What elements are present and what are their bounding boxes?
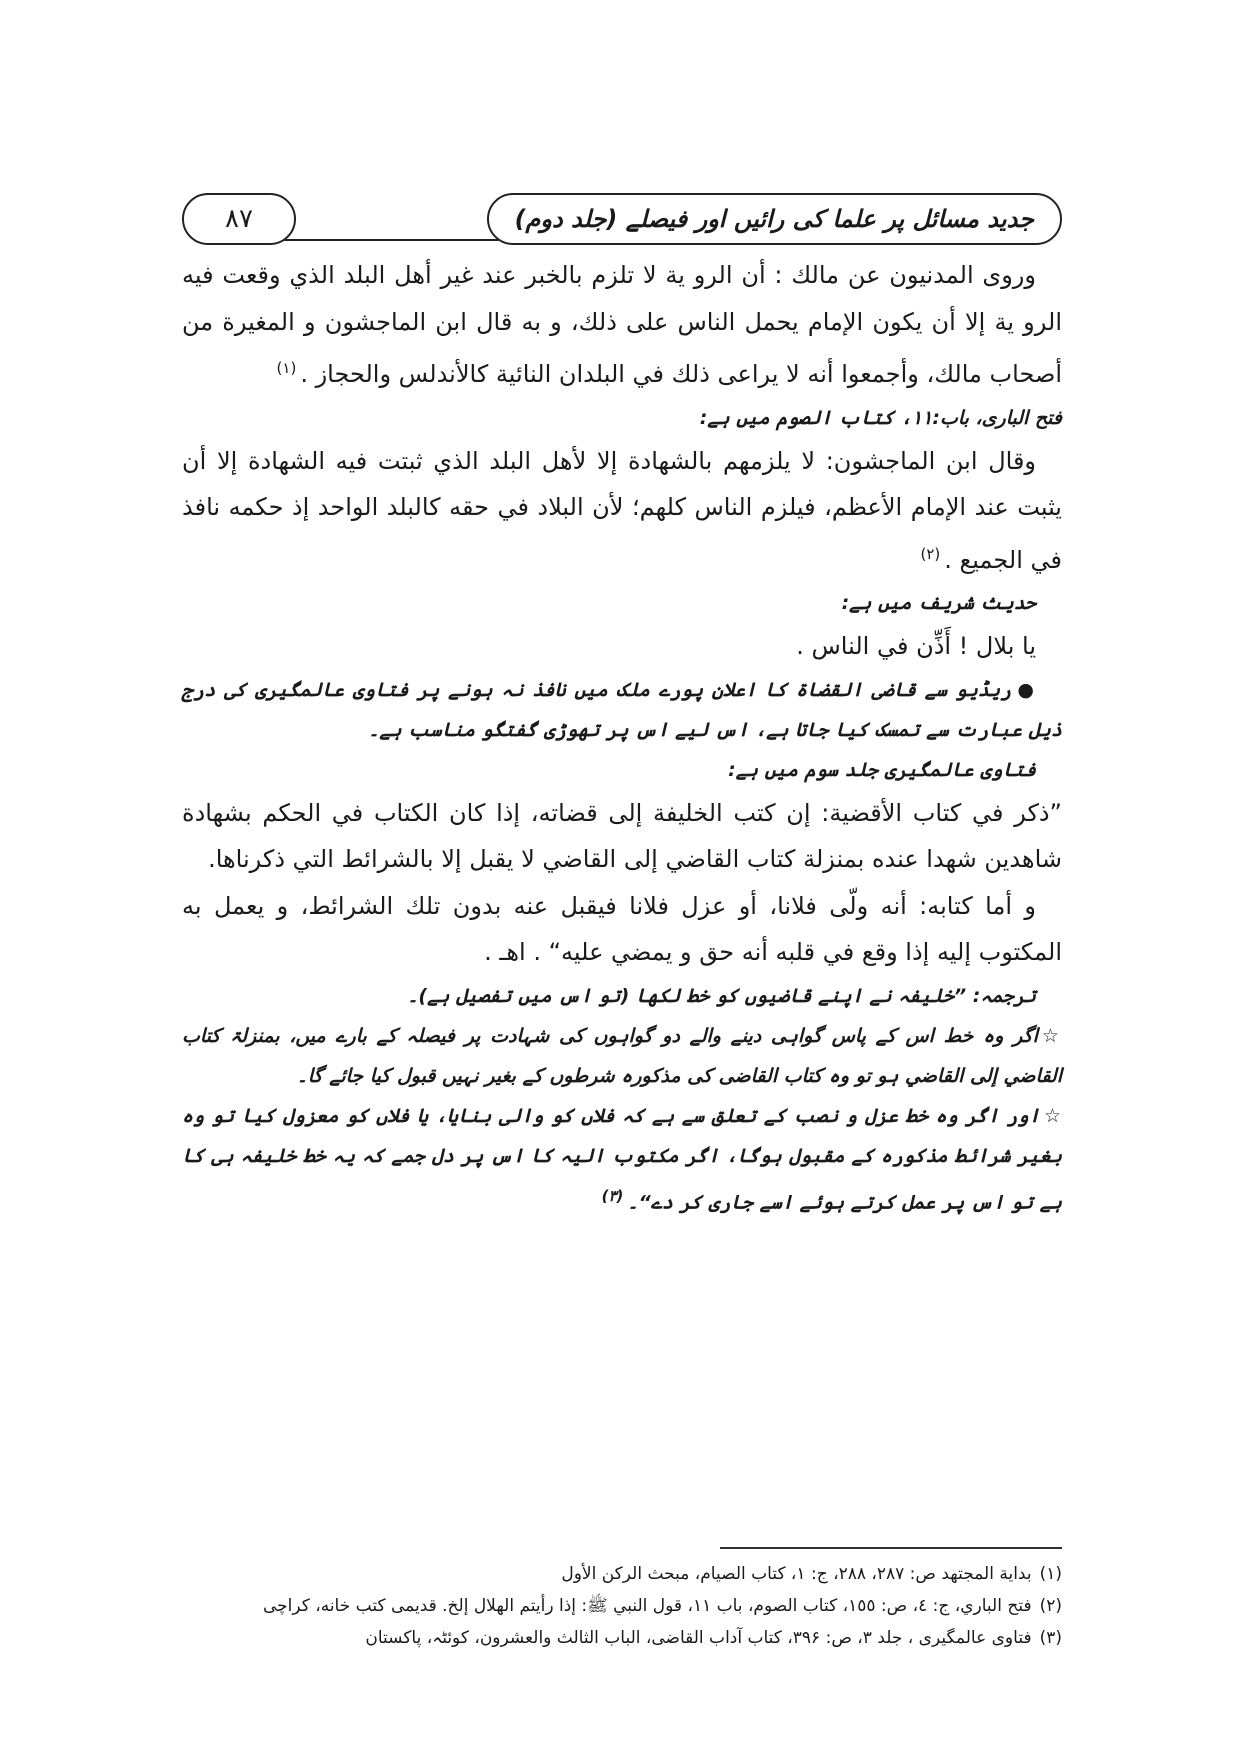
hadith-text: يا بلال ! أَذِّن في الناس .	[796, 632, 1036, 660]
footnote-divider	[720, 1547, 1062, 1549]
book-title: جدید مسائل پر علما کی رائیں اور فیصلے (جلد دوم)	[487, 193, 1062, 245]
section-heading: حدیث شریف میں ہے:	[841, 592, 1036, 614]
arabic-paragraph	[182, 438, 1062, 584]
urdu-paragraph	[182, 1016, 1062, 1096]
footnote-ref: (۳)	[601, 1186, 624, 1205]
footnote-ref: (۲)	[920, 544, 941, 563]
footnote-number: (۱)	[1039, 1564, 1062, 1584]
footnote-number: (۳)	[1039, 1628, 1062, 1648]
footnote	[182, 1558, 1062, 1590]
footnote-text: فتاوی عالمگیری ، جلد ۳، ص: ۳۹۶، کتاب آداب القاضی، الباب الثالث والعشرون، کوئٹہ، پاکستان	[365, 1628, 1032, 1648]
section-heading: فتاوی عالمگیری جلد سوم میں ہے:	[728, 758, 1036, 781]
urdu-paragraph	[182, 1096, 1062, 1222]
arabic-paragraph	[182, 252, 1062, 398]
paragraph-text: ریڈیو سے قاضی القضاۃ کا اعلان پورے ملک میں نافذ نہ ہونے پر فتاوی عالمگیری کی درج ذیل عبارت سے تمسک کیا جاتا ہے، اس لیے اس پر تھوڑی گفتگو مناسب ہے۔	[182, 678, 1062, 741]
paragraph-text: وقال ابن الماجشون: لا يلزمهم بالشهادة إلا لأهل البلد الذي ثبتت فيه الشهادة إلا أن يثبت عند الإمام الأعظم، فيلزم الناس كلهم؛ لأن البلاد في حقه كالبلد الواحد إذ حكمه نافذ في الجميع .	[182, 446, 1062, 574]
bullet-icon: ●	[1017, 678, 1036, 701]
footnote-number: (۲)	[1039, 1596, 1062, 1616]
urdu-paragraph	[182, 670, 1062, 750]
paragraph-text: وروى المدنيون عن مالك : أن الرو ية لا تلزم بالخبر عند غير أهل البلد الذي وقعت فيه الرو ية إلا أن يكون الإمام يحمل الناس على ذلك، و به قال ابن الماجشون و المغيرة من أصحاب مالك، وأجمعوا أنه لا يراعى ذلك في البلدان النائية كالأندلس والحجاز .	[182, 261, 1062, 388]
translation-heading: ترجمہ: ”خلیفہ نے اپنے قاضیوں کو خط لکھا (تو اس میں تفصیل ہے)۔	[407, 984, 1036, 1007]
arabic-paragraph: و أما كتابه: أنه ولّى فلانا، أو عزل فلانا فيقبل عنه بدون تلك الشرائط، و يعمل به المكتوب إليه إذا وقع في قلبه أنه حق و يمضي عليه“ . اهـ .	[182, 891, 1062, 966]
star-icon: ☆	[1041, 1024, 1062, 1047]
footnote	[182, 1590, 1062, 1622]
footnote-ref: (۱)	[276, 359, 297, 377]
star-icon: ☆	[1043, 1104, 1062, 1127]
section-heading: فتح الباری، باب:۱۱، کتاب الصوم میں ہے:	[699, 406, 1062, 429]
footnote-text: فتح الباري، ج: ٤، ص: ١٥٥، كتاب الصوم، باب ١١، قول النبي ﷺ: إذا رأيتم الهلال إلخ. قديمى كتب خانه، كراچى	[262, 1596, 1032, 1616]
paragraph-text: اگر وہ خط اس کے پاس گواہی دینے والے دو گواہوں کی شہادت پر فیصلہ کے بارے میں، بمنزلۃ کتاب القاضي إلى القاضي ہو تو وہ کتاب القاضی کی مذکورہ شرطوں کے بغیر نہیں قبول کیا جائے گا۔	[182, 1024, 1062, 1087]
paragraph-text: اور اگر وہ خط عزل و نصب کے تعلق سے ہے کہ فلاں کو والی بنایا، یا فلاں کو معزول کیا تو وہ بغیر شرائط مذکورہ کے مقبول ہوگا، اگر مکتوب الیہ کا اس پر دل جمے کہ یہ خط خلیفہ ہی کا ہے تو اس پر عمل کرتے ہوئے اسے جاری کر دے“۔	[182, 1104, 1062, 1213]
footnotes	[182, 1558, 1062, 1654]
footnote-text: بداية المجتهد ص: ۲۸۷، ۲۸۸، ج: ۱، كتاب الصيام، مبحث الركن الأول	[561, 1564, 1032, 1584]
page-body	[182, 252, 1062, 1222]
page-header	[182, 193, 1062, 243]
page-number: ۸۷	[182, 193, 296, 245]
footnote	[182, 1622, 1062, 1654]
arabic-quote: ”ذكر في كتاب الأقضية: إن كتب الخليفة إلى قضاته، إذا كان الكتاب في الحكم بشهادة شاهدين شهدا عنده بمنزلة كتاب القاضي إلى القاضي لا يقبل إلا بالشرائط التي ذكرناها.	[182, 798, 1062, 873]
